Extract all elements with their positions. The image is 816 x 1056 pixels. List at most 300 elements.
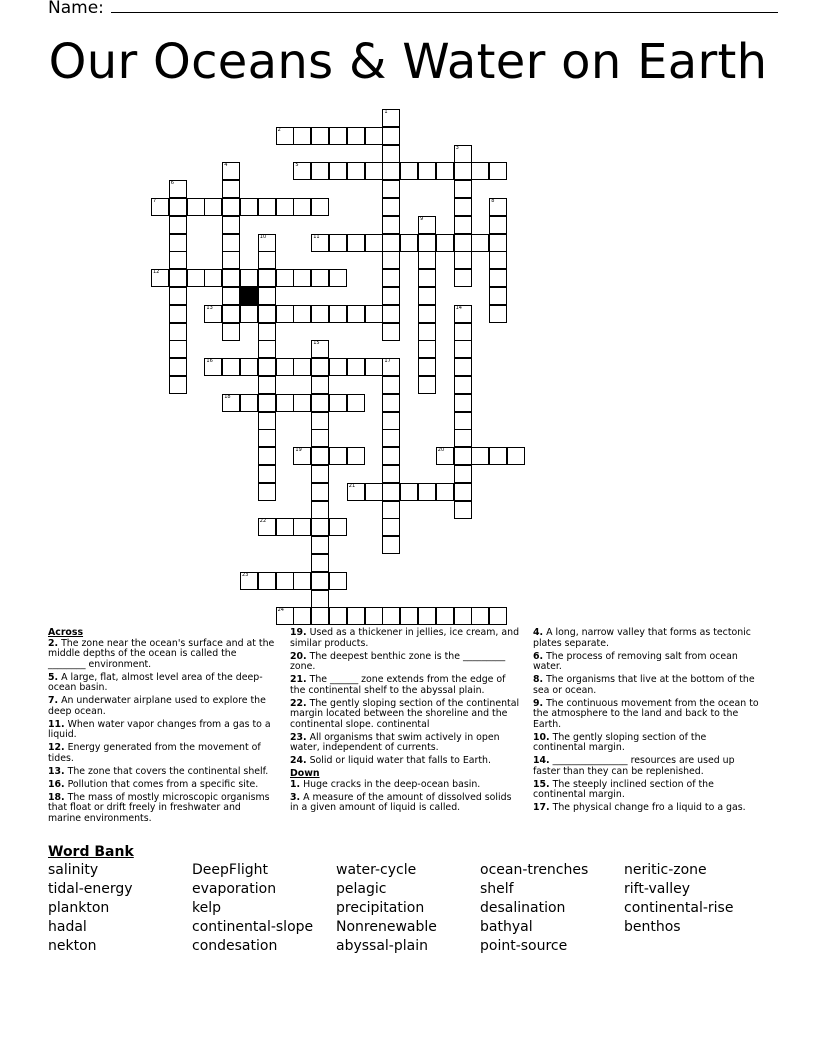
crossword-cell[interactable]: [222, 287, 240, 305]
crossword-cell[interactable]: [329, 394, 347, 412]
cell-number: 18: [224, 393, 231, 400]
clue-text: ________________ resources are used up faster than they can be replenished.: [533, 755, 735, 777]
crossword-cell[interactable]: [418, 607, 436, 625]
cell-number: 8: [491, 198, 495, 204]
crossword-cell[interactable]: [436, 162, 454, 180]
crossword-cell[interactable]: [204, 358, 222, 376]
across-clue: [290, 652, 522, 673]
crossword-cell[interactable]: [240, 269, 258, 287]
crossword-cell[interactable]: [258, 305, 276, 323]
crossword-cell[interactable]: [169, 251, 187, 269]
across-clue: [48, 696, 276, 717]
clue-text: When water vapor changes from a gas to a liquid.: [48, 718, 271, 740]
clue-text: The mass of mostly microscopic organisms that float or drift freely in freshwater and marine environments.: [48, 791, 270, 824]
crossword-cell[interactable]: [418, 269, 436, 287]
crossword-cell[interactable]: [151, 269, 169, 287]
crossword-cell[interactable]: [418, 340, 436, 358]
crossword-cell[interactable]: [489, 234, 507, 252]
clue-text: The process of removing salt from ocean water.: [533, 650, 738, 672]
crossword-cell[interactable]: [436, 234, 454, 252]
crossword-cell[interactable]: [169, 340, 187, 358]
crossword-cell[interactable]: [418, 162, 436, 180]
crossword-cell[interactable]: [293, 127, 311, 145]
crossword-cell[interactable]: [329, 234, 347, 252]
crossword-cell[interactable]: [347, 127, 365, 145]
crossword-cell[interactable]: [311, 554, 329, 572]
crossword-cell[interactable]: [276, 572, 294, 590]
crossword-cell[interactable]: [382, 465, 400, 483]
crossword-cell[interactable]: [454, 376, 472, 394]
crossword-cell[interactable]: [240, 394, 258, 412]
cell-number: 20: [437, 447, 445, 454]
cell-number: 1: [384, 109, 388, 115]
cell-number: 19: [295, 447, 302, 454]
clue-text: The steeply inclined section of the continental margin.: [533, 778, 714, 800]
crossword-cell[interactable]: [311, 127, 329, 145]
crossword-cell[interactable]: [454, 180, 472, 198]
down-clue: [533, 780, 761, 801]
cell-number: 11: [313, 233, 320, 240]
clue-text: The gently sloping section of the continental margin.: [533, 731, 707, 753]
crossword-cell[interactable]: [258, 287, 276, 305]
crossword-cell[interactable]: [222, 180, 240, 198]
crossword-cell[interactable]: [454, 251, 472, 269]
crossword-cell[interactable]: [311, 269, 329, 287]
down-clue: [533, 756, 761, 777]
crossword-cell[interactable]: [382, 251, 400, 269]
across-heading: Across: [48, 627, 84, 638]
crossword-cell[interactable]: [311, 340, 329, 358]
crossword-cell[interactable]: [382, 180, 400, 198]
crossword-cell[interactable]: [382, 145, 400, 163]
crossword-cell[interactable]: [276, 394, 294, 412]
crossword-cell[interactable]: [311, 429, 329, 447]
crossword-cell[interactable]: [454, 305, 472, 323]
crossword-cell[interactable]: [240, 198, 258, 216]
cell-number: 14: [455, 304, 462, 311]
crossword-cell[interactable]: [489, 216, 507, 234]
crossword-cell[interactable]: [382, 518, 400, 536]
crossword-cell[interactable]: [347, 607, 365, 625]
crossword-cell[interactable]: [258, 358, 276, 376]
clue-number: 22.: [290, 697, 307, 709]
crossword-cell[interactable]: [258, 198, 276, 216]
crossword-cell[interactable]: [454, 340, 472, 358]
crossword-cell[interactable]: [329, 358, 347, 376]
crossword-cell[interactable]: [151, 198, 169, 216]
crossword-cell[interactable]: [169, 180, 187, 198]
page-title: Our Oceans & Water on Earth: [48, 34, 768, 90]
crossword-cell[interactable]: [276, 127, 294, 145]
down-clue: [533, 733, 761, 754]
crossword-cell[interactable]: [454, 429, 472, 447]
crossword-cell[interactable]: [240, 305, 258, 323]
across-clue: [48, 793, 276, 825]
crossword-cell[interactable]: [169, 216, 187, 234]
crossword-cell[interactable]: [311, 394, 329, 412]
crossword-cell[interactable]: [382, 269, 400, 287]
crossword-cell[interactable]: [382, 216, 400, 234]
crossword-cell[interactable]: [489, 162, 507, 180]
across-clue: [48, 767, 276, 778]
crossword-cell[interactable]: [222, 323, 240, 341]
clue-number: 4.: [533, 627, 544, 638]
crossword-cell[interactable]: [311, 465, 329, 483]
cell-number: 15: [313, 340, 320, 347]
crossword-cell[interactable]: [382, 162, 400, 180]
cell-number: 6: [170, 180, 174, 187]
crossword-cell[interactable]: [169, 323, 187, 341]
crossword-cell[interactable]: [329, 162, 347, 180]
crossword-cell[interactable]: [471, 234, 489, 252]
crossword-cell[interactable]: [400, 483, 418, 501]
clue-number: 21.: [290, 674, 307, 685]
crossword-cell[interactable]: [489, 607, 507, 625]
clues-column-2: [290, 628, 522, 816]
crossword-cell[interactable]: [329, 518, 347, 536]
clue-number: 2.: [48, 637, 59, 649]
crossword-cell[interactable]: [382, 109, 400, 127]
crossword-cell[interactable]: [311, 590, 329, 608]
crossword-cell[interactable]: [471, 447, 489, 465]
crossword-cell[interactable]: [311, 358, 329, 376]
clue-number: 9.: [533, 697, 544, 709]
crossword-cell[interactable]: [418, 216, 436, 234]
crossword-cell[interactable]: [382, 305, 400, 323]
clues-column-3: [533, 628, 761, 816]
crossword-cell[interactable]: [400, 162, 418, 180]
crossword-cell[interactable]: [169, 234, 187, 252]
crossword-cell[interactable]: [311, 305, 329, 323]
crossword-cell[interactable]: [311, 536, 329, 554]
word-bank-item: nekton: [48, 938, 97, 954]
clue-text: All organisms that swim actively in open water, independent of currents.: [290, 731, 500, 753]
clue-number: 19.: [290, 627, 307, 638]
clue-text: The physical change fro a liquid to a gas.: [552, 802, 746, 813]
crossword-cell[interactable]: [347, 305, 365, 323]
clue-number: 8.: [533, 674, 544, 685]
word-bank-item: continental-slope: [192, 919, 314, 935]
crossword-cell[interactable]: [454, 412, 472, 430]
crossword-cell[interactable]: [454, 162, 472, 180]
crossword-cell[interactable]: [276, 358, 294, 376]
crossword-cell[interactable]: [454, 216, 472, 234]
clue-text: A large, flat, almost level area of the deep-ocean basin.: [48, 671, 263, 693]
crossword-cell[interactable]: [418, 483, 436, 501]
across-clue: [48, 780, 276, 791]
crossword-cell[interactable]: [293, 394, 311, 412]
down-clue: [533, 628, 761, 649]
crossword-cell[interactable]: [311, 572, 329, 590]
crossword-cell[interactable]: [418, 287, 436, 305]
crossword-cell[interactable]: [258, 429, 276, 447]
clue-number: 15.: [533, 778, 550, 790]
crossword-cell[interactable]: [365, 162, 383, 180]
crossword-cell[interactable]: [489, 251, 507, 269]
crossword-cell[interactable]: [418, 376, 436, 394]
crossword-cell[interactable]: [276, 607, 294, 625]
crossword-cell[interactable]: [258, 447, 276, 465]
crossword-cell[interactable]: [489, 447, 507, 465]
crossword-cell[interactable]: [454, 607, 472, 625]
crossword-cell[interactable]: [204, 269, 222, 287]
crossword-cell[interactable]: [222, 216, 240, 234]
crossword-cell[interactable]: [293, 358, 311, 376]
word-bank-item: rift-valley: [624, 881, 691, 897]
clue-number: 12.: [48, 742, 65, 753]
crossword-cell[interactable]: [365, 234, 383, 252]
crossword-cell[interactable]: [418, 251, 436, 269]
crossword-cell[interactable]: [222, 394, 240, 412]
crossword-cell[interactable]: [400, 234, 418, 252]
crossword-cell[interactable]: [489, 305, 507, 323]
word-bank-item: continental-rise: [624, 900, 734, 916]
crossword-cell[interactable]: [329, 127, 347, 145]
crossword-cell[interactable]: [311, 162, 329, 180]
clue-text: The organisms that live at the bottom of the sea or ocean.: [533, 674, 755, 696]
crossword-cell[interactable]: [204, 305, 222, 323]
crossword-cell[interactable]: [293, 572, 311, 590]
down-clue: [533, 675, 761, 696]
crossword-cell[interactable]: [258, 483, 276, 501]
crossword-cell[interactable]: [311, 447, 329, 465]
crossword-cell[interactable]: [382, 483, 400, 501]
crossword-cell[interactable]: [418, 305, 436, 323]
crossword-cell[interactable]: [311, 234, 329, 252]
crossword-cell[interactable]: [365, 127, 383, 145]
crossword-cell[interactable]: [258, 376, 276, 394]
name-label: Name:: [48, 0, 110, 18]
clue-text: The gently sloping section of the continental margin located between the shoreline and the continental slope. continental: [290, 697, 520, 730]
crossword-cell[interactable]: [382, 323, 400, 341]
clue-number: 24.: [290, 755, 307, 766]
crossword-cell[interactable]: [329, 572, 347, 590]
crossword-cell[interactable]: [187, 269, 205, 287]
crossword-cell[interactable]: [454, 394, 472, 412]
crossword-cell[interactable]: [489, 269, 507, 287]
crossword-cell[interactable]: [365, 305, 383, 323]
crossword-cell[interactable]: [276, 269, 294, 287]
word-bank: [48, 862, 768, 957]
cell-number: 21: [348, 482, 356, 489]
crossword-cell[interactable]: [258, 323, 276, 341]
down-clue: [533, 652, 761, 673]
crossword-cell[interactable]: [382, 429, 400, 447]
crossword-cell[interactable]: [240, 572, 258, 590]
cell-number: 9: [420, 215, 424, 222]
crossword-cell[interactable]: [382, 358, 400, 376]
crossword-cell[interactable]: [311, 607, 329, 625]
crossword-cell[interactable]: [169, 305, 187, 323]
clue-text: Energy generated from the movement of tides.: [48, 742, 261, 764]
clue-number: 23.: [290, 731, 307, 743]
crossword-cell[interactable]: [489, 198, 507, 216]
crossword-cell[interactable]: [258, 572, 276, 590]
crossword-cell[interactable]: [276, 198, 294, 216]
crossword-cell[interactable]: [489, 287, 507, 305]
clue-text: Huge cracks in the deep-ocean basin.: [303, 778, 481, 790]
cell-number: 16: [206, 358, 213, 365]
crossword-cell[interactable]: [347, 162, 365, 180]
crossword-cell[interactable]: [293, 162, 311, 180]
crossword-cell[interactable]: [382, 127, 400, 145]
crossword-cell[interactable]: [293, 518, 311, 536]
clue-text: Pollution that comes from a specific site.: [67, 778, 259, 790]
crossword-cell[interactable]: [400, 607, 418, 625]
crossword-cell[interactable]: [454, 501, 472, 519]
crossword-cell[interactable]: [293, 607, 311, 625]
cell-number: 24: [277, 607, 284, 614]
crossword-cell[interactable]: [382, 198, 400, 216]
crossword-cell[interactable]: [258, 465, 276, 483]
crossword-cell[interactable]: [365, 358, 383, 376]
crossword-cell[interactable]: [454, 447, 472, 465]
clue-number: 6.: [533, 650, 544, 662]
crossword-cell[interactable]: [311, 412, 329, 430]
cell-number: 12: [153, 269, 160, 276]
crossword-cell[interactable]: [293, 198, 311, 216]
word-bank-item: point-source: [480, 938, 568, 954]
crossword-cell[interactable]: [258, 340, 276, 358]
crossword-cell[interactable]: [347, 234, 365, 252]
crossword-cell[interactable]: [169, 198, 187, 216]
crossword-cell[interactable]: [471, 607, 489, 625]
crossword-cell[interactable]: [454, 145, 472, 163]
crossword-cell[interactable]: [454, 323, 472, 341]
crossword-cell[interactable]: [311, 518, 329, 536]
crossword-cell[interactable]: [347, 358, 365, 376]
crossword-cell[interactable]: [436, 447, 454, 465]
down-clue: [290, 780, 522, 791]
crossword-cell[interactable]: [311, 198, 329, 216]
word-bank-item: plankton: [48, 900, 110, 916]
crossword-cell[interactable]: [329, 607, 347, 625]
crossword-cell[interactable]: [365, 607, 383, 625]
crossword-cell[interactable]: [222, 269, 240, 287]
cell-number: 3: [455, 144, 459, 151]
clue-text: The continuous movement from the ocean to the atmosphere to the land and back to the Earth.: [533, 697, 759, 730]
down-clue: [533, 803, 761, 814]
clue-number: 5.: [48, 671, 59, 683]
word-bank-item: shelf: [480, 881, 514, 897]
crossword-cell[interactable]: [293, 269, 311, 287]
across-clue: [290, 733, 522, 754]
crossword-cell[interactable]: [382, 412, 400, 430]
crossword-cell[interactable]: [258, 518, 276, 536]
crossword-cell[interactable]: [418, 358, 436, 376]
clue-number: 3.: [290, 791, 301, 803]
clue-text: The zone near the ocean's surface and at the middle depths of the ocean is called the ________ environment.: [48, 637, 275, 670]
crossword-cell[interactable]: [222, 358, 240, 376]
crossword-cell[interactable]: [222, 198, 240, 216]
crossword-cell[interactable]: [293, 447, 311, 465]
word-bank-item: bathyal: [480, 919, 533, 935]
word-bank-item: tidal-energy: [48, 881, 133, 897]
crossword-cell[interactable]: [276, 518, 294, 536]
crossword-cell[interactable]: [258, 394, 276, 412]
clues-column-1: [48, 628, 276, 827]
crossword-cell[interactable]: [382, 234, 400, 252]
crossword-cell[interactable]: [204, 198, 222, 216]
word-bank-item: neritic-zone: [624, 862, 707, 878]
crossword-cell[interactable]: [258, 269, 276, 287]
word-bank-title: Word Bank: [48, 844, 134, 860]
crossword-cell[interactable]: [382, 536, 400, 554]
crossword-cell[interactable]: [169, 358, 187, 376]
crossword-cell[interactable]: [187, 198, 205, 216]
crossword-cell[interactable]: [311, 501, 329, 519]
crossword-cell[interactable]: [240, 358, 258, 376]
crossword-cell[interactable]: [347, 447, 365, 465]
crossword-cell[interactable]: [382, 376, 400, 394]
crossword-cell[interactable]: [169, 376, 187, 394]
cell-number: 7: [153, 198, 157, 204]
clue-number: 1.: [290, 778, 301, 790]
crossword-cell[interactable]: [471, 162, 489, 180]
crossword-cell[interactable]: [507, 447, 525, 465]
crossword-cell[interactable]: [329, 269, 347, 287]
word-bank-item: evaporation: [192, 881, 277, 897]
crossword-cell[interactable]: [347, 483, 365, 501]
across-clue: [290, 675, 522, 696]
crossword-cell[interactable]: [365, 483, 383, 501]
crossword-cell[interactable]: [311, 376, 329, 394]
clue-text: The deepest benthic zone is the _________ zone.: [290, 650, 506, 672]
word-bank-item: salinity: [48, 862, 99, 878]
cell-number: 22: [259, 518, 267, 525]
crossword-cell[interactable]: [276, 305, 294, 323]
crossword-cell[interactable]: [382, 287, 400, 305]
crossword-cell[interactable]: [454, 269, 472, 287]
across-clue: [48, 639, 276, 671]
crossword-cell[interactable]: [418, 234, 436, 252]
crossword-cell[interactable]: [329, 447, 347, 465]
crossword-cell[interactable]: [382, 607, 400, 625]
crossword-cell[interactable]: [293, 305, 311, 323]
crossword-cell[interactable]: [258, 412, 276, 430]
crossword-cell[interactable]: [222, 162, 240, 180]
cell-number: 4: [224, 162, 228, 169]
crossword-cell[interactable]: [418, 323, 436, 341]
word-bank-item: desalination: [480, 900, 566, 916]
crossword-cell[interactable]: [454, 465, 472, 483]
down-clue: [290, 793, 522, 814]
crossword-cell[interactable]: [454, 234, 472, 252]
crossword-cell[interactable]: [382, 394, 400, 412]
clue-text: Used as a thickener in jellies, ice cream, and similar products.: [290, 627, 520, 649]
crossword-cell[interactable]: [347, 394, 365, 412]
crossword-cell[interactable]: [382, 501, 400, 519]
clue-number: 13.: [48, 765, 65, 777]
clue-text: A long, narrow valley that forms as tectonic plates separate.: [533, 627, 751, 649]
across-clue: [290, 628, 522, 649]
crossword-cell[interactable]: [258, 234, 276, 252]
crossword-cell[interactable]: [222, 251, 240, 269]
crossword-cell[interactable]: [169, 287, 187, 305]
crossword-cell[interactable]: [258, 251, 276, 269]
crossword-cell[interactable]: [222, 305, 240, 323]
crossword-cell[interactable]: [169, 269, 187, 287]
crossword-cell[interactable]: [454, 198, 472, 216]
crossword-cell[interactable]: [454, 358, 472, 376]
crossword-cell[interactable]: [454, 483, 472, 501]
crossword-cell[interactable]: [436, 483, 454, 501]
crossword-cell[interactable]: [329, 305, 347, 323]
crossword-cell[interactable]: [382, 447, 400, 465]
crossword-cell[interactable]: [222, 234, 240, 252]
crossword-cell[interactable]: [436, 607, 454, 625]
crossword-cell[interactable]: [311, 483, 329, 501]
